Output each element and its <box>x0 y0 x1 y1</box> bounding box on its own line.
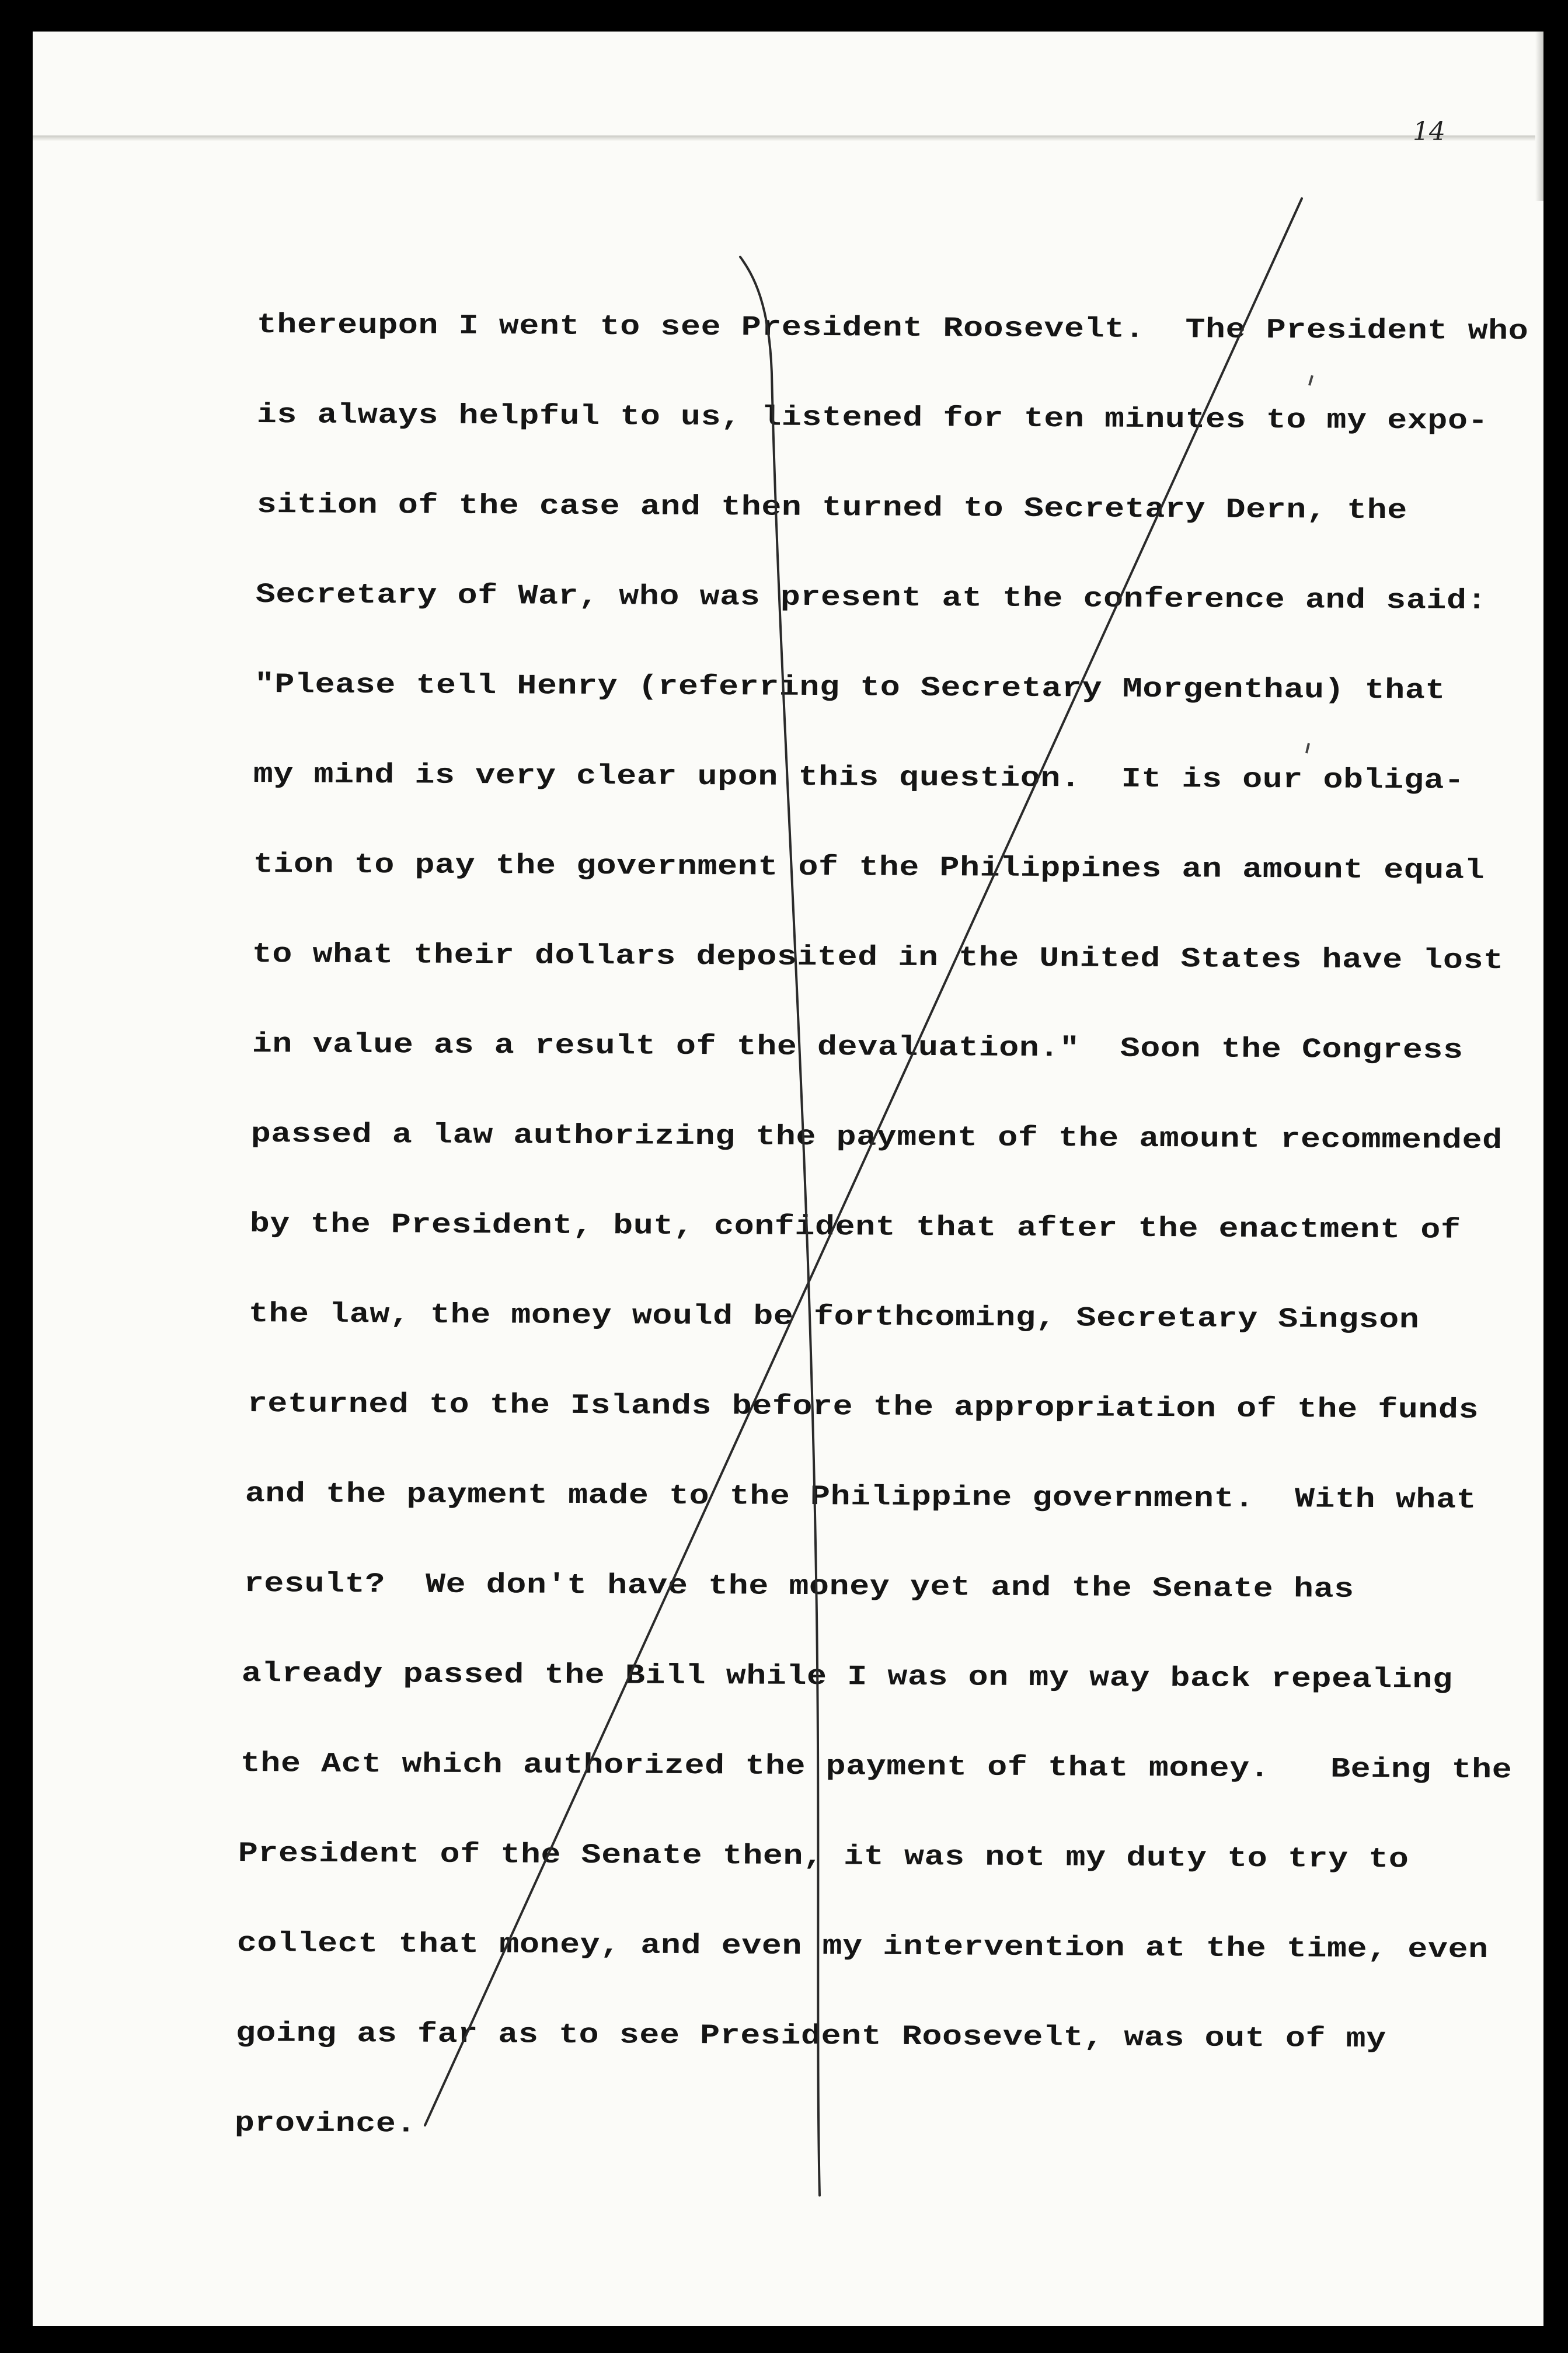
text-line: Secretary of War, who was present at the conference and said: <box>255 579 1487 617</box>
text-line: sition of the case and then turned to Secretary Dern, the <box>256 489 1408 527</box>
text-line: going as far as to see President Roosevelt, was out of my <box>235 2018 1387 2056</box>
text-line: President of the Senate then, it was not my duty to try to <box>238 1838 1409 1876</box>
text-line: my mind is very clear upon this question. It is our obliga- <box>253 759 1465 797</box>
text-line: already passed the Bill while I was on my way back repealing <box>241 1658 1453 1696</box>
page-fold-shadow <box>33 135 1543 141</box>
text-line: collect that money, and even my intervention at the time, even <box>236 1928 1489 1966</box>
text-line: "Please tell Henry (referring to Secretary Morgenthau) that <box>254 669 1446 707</box>
page-edge-shadow <box>1535 32 1543 201</box>
text-line: tion to pay the government of the Philippines an amount equal <box>253 849 1485 887</box>
text-line: is always helpful to us, listened for ten minutes to my expo- <box>256 399 1489 437</box>
text-line: and the payment made to the Philippine government. With what <box>245 1478 1477 1516</box>
text-line: to what their dollars deposited in the United States have lost <box>252 939 1504 977</box>
page-number: 14 <box>1413 117 1445 147</box>
text-line: result? We don't have the money yet and the Senate has <box>243 1568 1354 1606</box>
text-line: province. <box>234 2108 417 2140</box>
document-page <box>33 32 1543 2326</box>
text-line: by the President, but, confident that after the enactment of <box>249 1209 1461 1247</box>
text-line: in value as a result of the devaluation." Soon the Congress <box>252 1029 1464 1067</box>
text-line: passed a law authorizing the payment of the amount recommended <box>250 1119 1503 1157</box>
text-line: returned to the Islands before the appropriation of the funds <box>247 1388 1479 1426</box>
text-line: the law, the money would be forthcoming, Secretary Singson <box>248 1299 1420 1336</box>
text-line: the Act which authorized the payment of that money. Being the <box>240 1748 1513 1787</box>
text-line: thereupon I went to see President Roosevelt. The President who <box>256 309 1529 348</box>
